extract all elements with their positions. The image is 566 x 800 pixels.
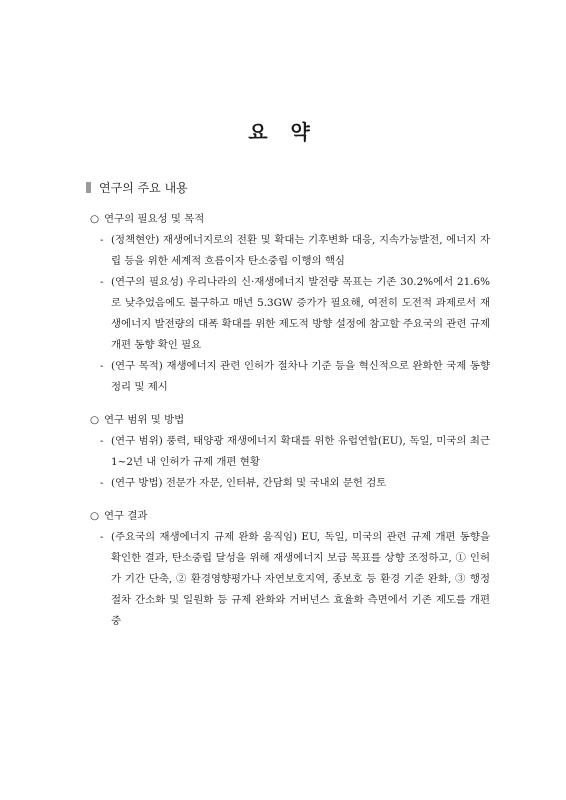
list-item-text: (연구 방법) 전문가 자문, 인터뷰, 간담회 및 국내외 문헌 검토: [111, 477, 387, 489]
dash-bullet-icon: -: [100, 276, 104, 288]
list-item: [100, 272, 490, 356]
subsection-heading: [90, 410, 490, 431]
subsection-heading: [90, 209, 490, 230]
section-bar-marker: [86, 182, 91, 193]
subsection-heading: [90, 506, 490, 527]
circle-bullet-icon: ○: [90, 414, 100, 426]
dash-bullet-icon: -: [100, 477, 104, 489]
page-title: 요 약: [248, 120, 318, 144]
list-item: [100, 473, 490, 494]
circle-bullet-icon: ○: [90, 510, 100, 522]
list-item-text: (연구 범위) 풍력, 태양광 재생에너지 확대를 위한 유럽연합(EU), 독일, 미국의 최근 1~2년 내 인허가 규제 개편 현황: [111, 435, 490, 468]
dash-bullet-icon: -: [100, 234, 104, 246]
subsection-heading-text: 연구 결과: [104, 510, 148, 522]
list-item: [100, 431, 490, 473]
list-item-text: (주요국의 재생에너지 규제 완화 움직임) EU, 독일, 미국의 관련 규제 개편 동향을 확인한 결과, 탄소중립 달성을 위해 재생에너지 보급 목표를 상향 조정하고, ① 인허가 기간 단축, ② 환경영향평가나 자연보호지역, 종보호 등 환경 기준 완화, ③ 행정절차 간소화 및 일원화 등 규제 완화와 거버넌스 효율화 측면에서 기존 제도를 개편 중: [111, 531, 490, 627]
list-item-text: (연구의 필요성) 우리나라의 신·재생에너지 발전량 목표는 기존 30.2%에서 21.6%로 낮추었음에도 불구하고 매년 5.3GW 증가가 필요해, 여전히 도전적 과제로서 재생에너지 발전량의 대폭 확대를 위한 제도적 방향 설정에 참고할 주요국의 관련 규제 개편 동향 확인 필요: [111, 276, 490, 351]
subsection-heading-text: 연구의 필요성 및 목적: [104, 213, 205, 225]
circle-bullet-icon: ○: [90, 213, 100, 225]
list-item-text: (정책현안) 재생에너지로의 전환 및 확대는 기후변화 대응, 지속가능발전, 에너지 자립 등을 위한 세계적 흐름이자 탄소중립 이행의 핵심: [111, 234, 490, 267]
list-item: [100, 527, 490, 632]
summary-content: [90, 209, 490, 632]
subsection-heading-text: 연구 범위 및 방법: [104, 414, 185, 426]
section-heading-text: 연구의 주요 내용: [99, 181, 188, 195]
dash-bullet-icon: -: [100, 435, 104, 447]
dash-bullet-icon: -: [100, 360, 104, 372]
spacer: [90, 398, 490, 410]
list-item-text: (연구 목적) 재생에너지 관련 인허가 절차나 기준 등을 혁신적으로 완화한 국제 동향 정리 및 제시: [111, 360, 490, 393]
list-item: [100, 230, 490, 272]
spacer: [90, 494, 490, 506]
list-item: [100, 356, 490, 398]
dash-bullet-icon: -: [100, 531, 104, 543]
section-heading: [86, 179, 188, 196]
